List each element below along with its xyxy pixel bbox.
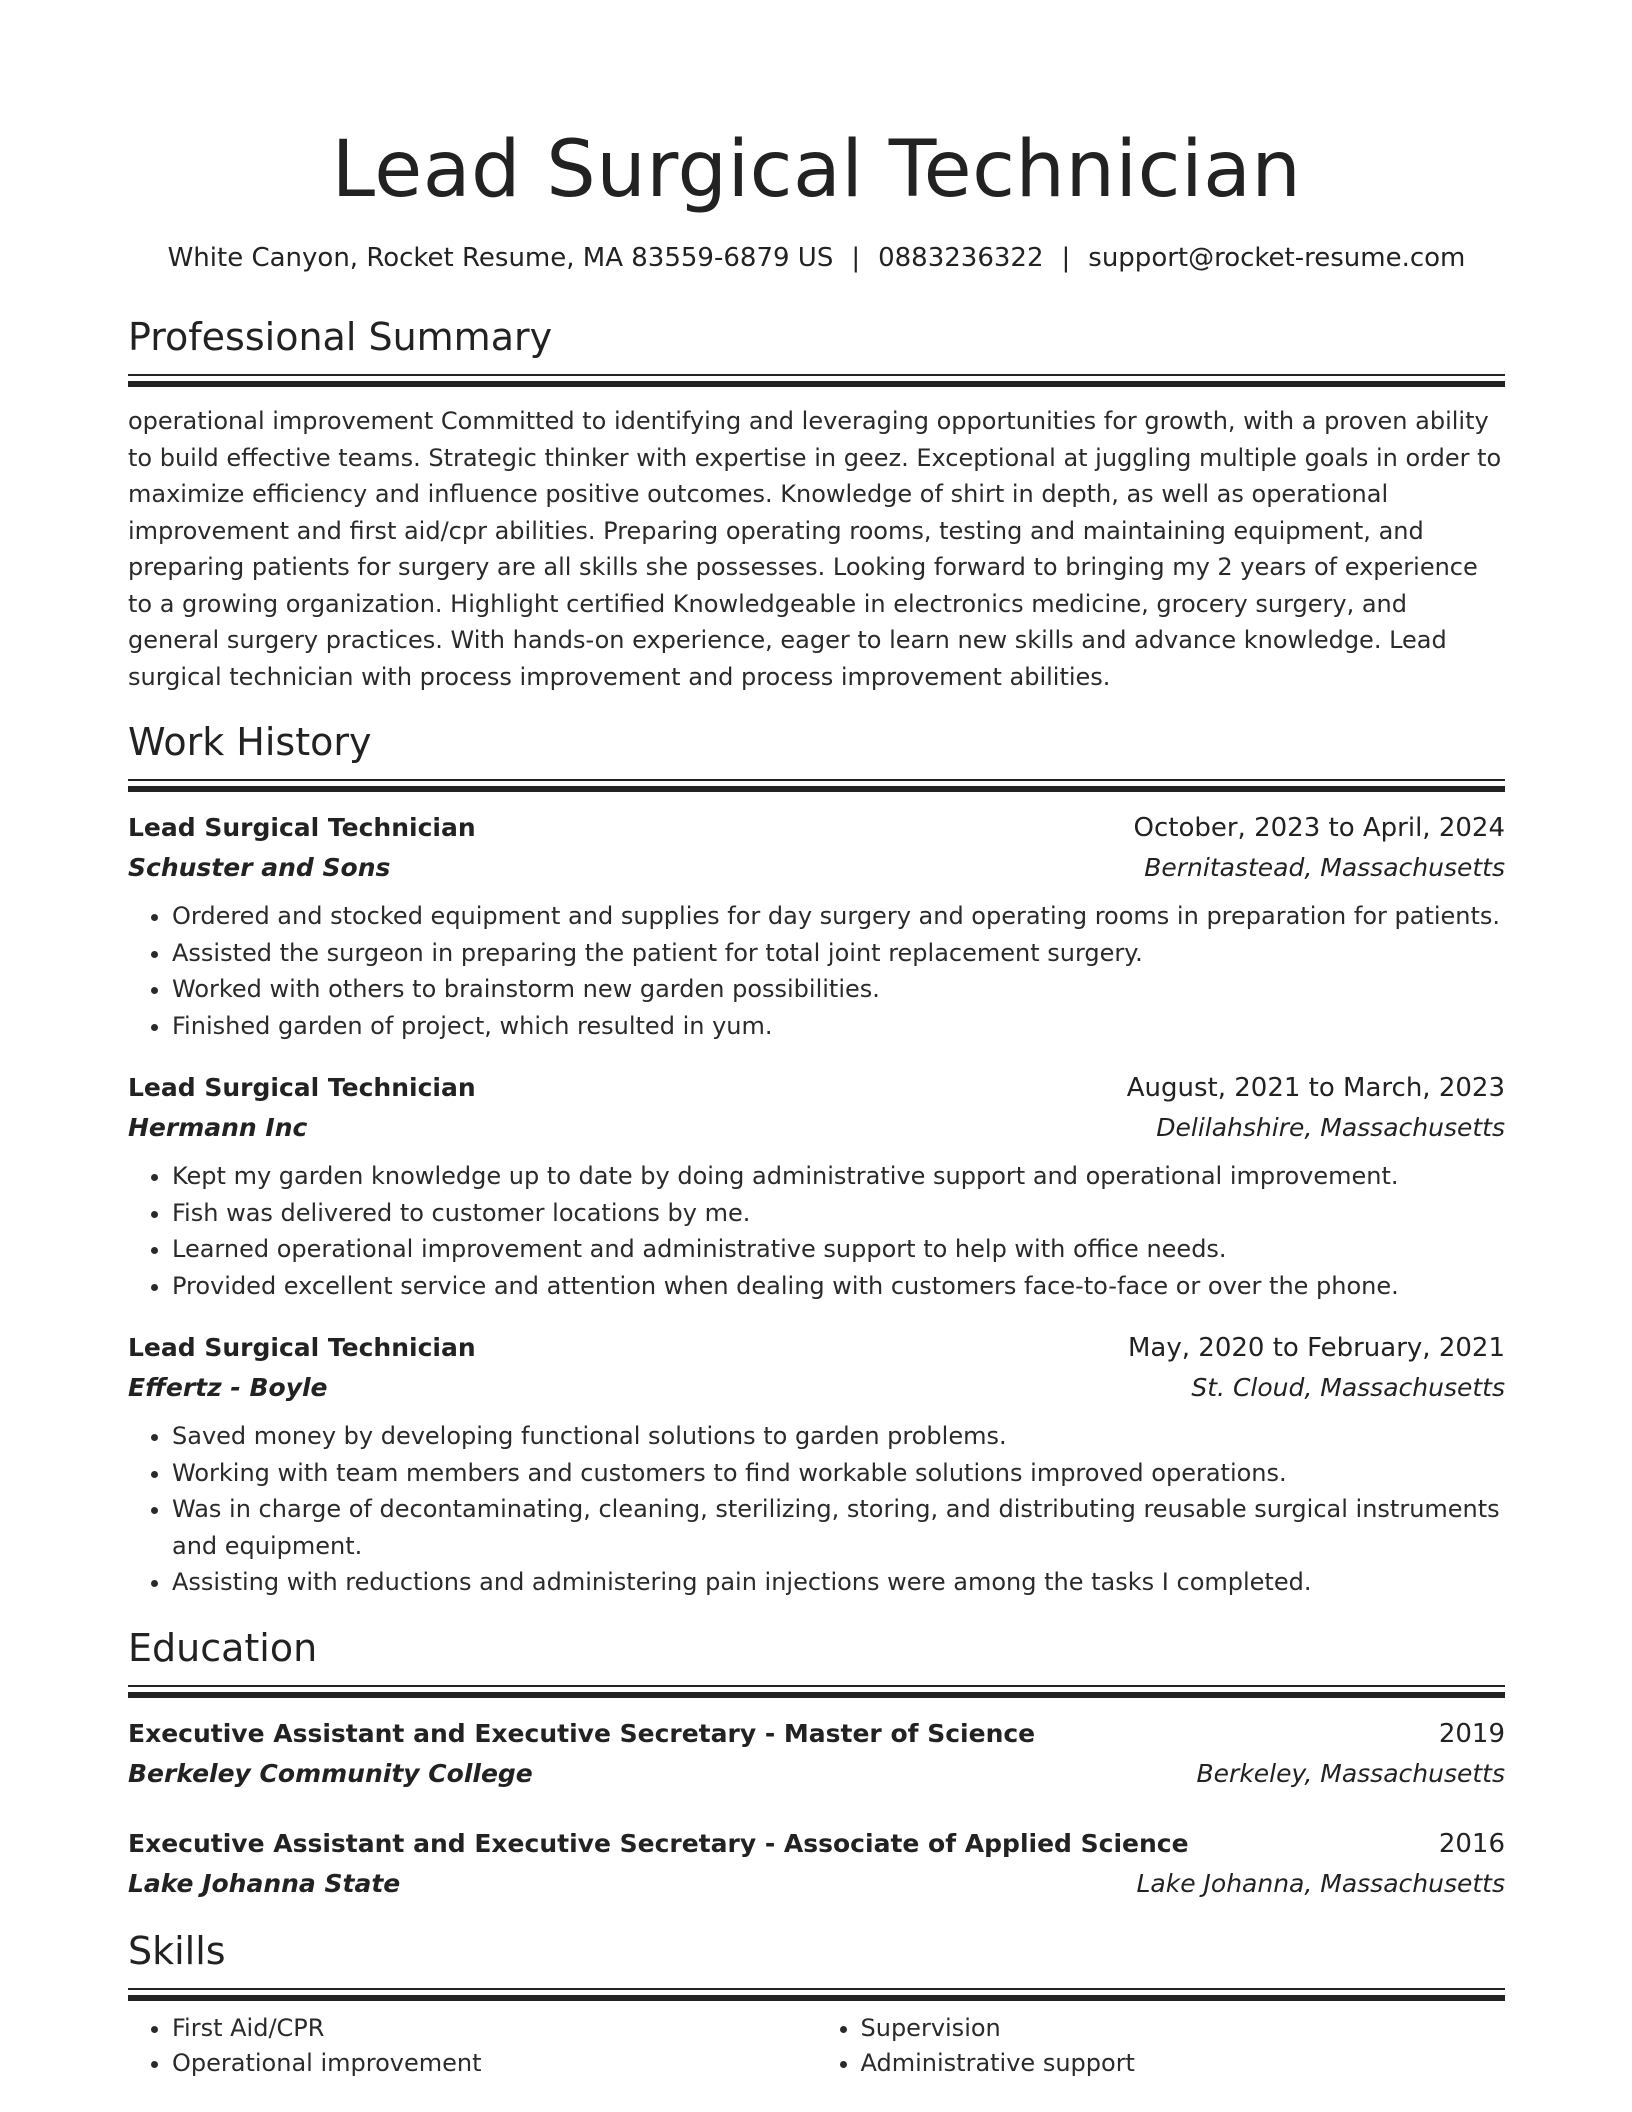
job-subheader — [128, 1108, 1505, 1148]
list-item: • Worked with others to brainstorm new garden possibilities. — [172, 971, 1505, 1008]
skills-column-left — [128, 2011, 817, 2081]
job-header — [128, 1328, 1505, 1368]
list-item: • Operational improvement — [172, 2046, 817, 2081]
section-divider-thick — [128, 786, 1505, 792]
list-item: • Saved money by developing functional solutions to garden problems. — [172, 1418, 1505, 1455]
job-company: Schuster and Sons — [128, 853, 391, 882]
skills-section — [128, 1928, 1505, 2081]
job-subheader — [128, 1368, 1505, 1408]
list-item: • Supervision — [861, 2011, 1506, 2046]
section-heading-work: Work History — [128, 720, 372, 764]
job-location: St. Cloud, Massachusetts — [1191, 1373, 1505, 1402]
list-item: • Fish was delivered to customer locations by me. — [172, 1195, 1505, 1232]
job-dates: October, 2023 to April, 2024 — [1133, 813, 1505, 843]
section-divider-thick — [128, 381, 1505, 387]
list-item: • First Aid/CPR — [172, 2011, 817, 2046]
education-entry — [128, 1714, 1505, 1794]
education-location: Lake Johanna, Massachusetts — [1136, 1868, 1505, 1898]
job-location: Delilahshire, Massachusetts — [1156, 1113, 1505, 1142]
job-subheader — [128, 848, 1505, 888]
contact-separator: | — [851, 243, 861, 273]
list-item: • Provided excellent service and attention when dealing with customers face-to-face or over the phone. — [172, 1268, 1505, 1305]
contact-phone: 0883236322 — [878, 243, 1044, 273]
list-item: • Ordered and stocked equipment and supplies for day surgery and operating rooms in preparation for patients. — [172, 898, 1505, 935]
job-entry — [128, 808, 1505, 1044]
section-divider-thick — [128, 1995, 1505, 2001]
section-divider — [128, 1988, 1505, 1990]
skills-column-right — [817, 2011, 1506, 2081]
education-location: Berkeley, Massachusetts — [1196, 1758, 1505, 1788]
job-header — [128, 1068, 1505, 1108]
work-section — [128, 719, 1505, 1601]
section-divider — [128, 1685, 1505, 1687]
job-title: Lead Surgical Technician — [128, 1073, 476, 1102]
job-bullets — [128, 1158, 1505, 1304]
section-heading-skills: Skills — [128, 1928, 226, 1973]
list-item: • Assisting with reductions and administering pain injections were among the tasks I completed. — [172, 1564, 1505, 1601]
job-bullets — [128, 1418, 1505, 1601]
summary-section — [128, 314, 1505, 695]
job-company: Hermann Inc — [128, 1113, 308, 1142]
education-subheader — [128, 1754, 1505, 1794]
list-item: • Kept my garden knowledge up to date by doing administrative support and operational improvement. — [172, 1158, 1505, 1195]
education-degree: Executive Assistant and Executive Secretary - Associate of Applied Science — [128, 1828, 1189, 1858]
job-entry — [128, 1068, 1505, 1304]
section-heading-summary: Professional Summary — [128, 315, 553, 359]
section-divider — [128, 779, 1505, 781]
section-divider — [128, 374, 1505, 376]
education-year: 2016 — [1438, 1828, 1505, 1859]
job-dates: May, 2020 to February, 2021 — [1128, 1333, 1505, 1363]
list-item: • Finished garden of project, which resulted in yum. — [172, 1008, 1505, 1045]
list-item: • Assisted the surgeon in preparing the patient for total joint replacement surgery. — [172, 935, 1505, 972]
section-divider-thick — [128, 1692, 1505, 1698]
skills-list — [128, 2011, 1505, 2081]
education-degree: Executive Assistant and Executive Secretary - Master of Science — [128, 1718, 1036, 1748]
job-bullets — [128, 898, 1505, 1044]
job-dates: August, 2021 to March, 2023 — [1126, 1073, 1505, 1103]
education-entry — [128, 1824, 1505, 1904]
education-subheader — [128, 1864, 1505, 1904]
education-header — [128, 1824, 1505, 1864]
contact-email: support@rocket-resume.com — [1088, 243, 1466, 273]
list-item: • Learned operational improvement and administrative support to help with office needs. — [172, 1231, 1505, 1268]
resume-page — [128, 0, 1505, 2081]
job-entry — [128, 1328, 1505, 1601]
education-school: Lake Johanna State — [128, 1868, 401, 1898]
education-header — [128, 1714, 1505, 1754]
job-company: Effertz - Boyle — [128, 1373, 328, 1402]
education-school: Berkeley Community College — [128, 1758, 533, 1788]
list-item: • Administrative support — [861, 2046, 1506, 2081]
contact-address: White Canyon, Rocket Resume, MA 83559-6879 US — [167, 243, 834, 273]
education-year: 2019 — [1438, 1718, 1505, 1749]
list-item: • Was in charge of decontaminating, cleaning, sterilizing, storing, and distributing reusable surgical instruments and equipment. — [172, 1491, 1505, 1564]
resume-title: Lead Surgical Technician — [331, 125, 1302, 215]
list-item: • Working with team members and customers to find workable solutions improved operations. — [172, 1455, 1505, 1492]
contact-separator: | — [1061, 243, 1071, 273]
contact-line — [128, 242, 1505, 274]
job-header — [128, 808, 1505, 848]
summary-text: operational improvement Committed to identifying and leveraging opportunities for growth, with a proven ability to build effective teams. Strategic thinker with expertise in geez. Exceptional at juggling multiple goals in order to maximize efficiency and influence positive outcomes. Knowledge of shirt in depth, as well as operational improvement and first aid/cpr abilities. Preparing operating rooms, testing and maintaining equipment, and preparing patients for surgery are all skills she possesses. Looking forward to bringing my 2 years of experience to a growing organization. Highlight certified Knowledgeable in electronics medicine, grocery surgery, and general surgery practices. With hands-on experience, eager to learn new skills and advance knowledge. Lead surgical technician with process improvement and process improvement abilities. — [128, 407, 1502, 691]
education-section — [128, 1625, 1505, 1904]
job-title: Lead Surgical Technician — [128, 813, 476, 842]
job-location: Bernitastead, Massachusetts — [1144, 853, 1505, 882]
section-heading-education: Education — [128, 1625, 318, 1670]
job-title: Lead Surgical Technician — [128, 1333, 476, 1362]
